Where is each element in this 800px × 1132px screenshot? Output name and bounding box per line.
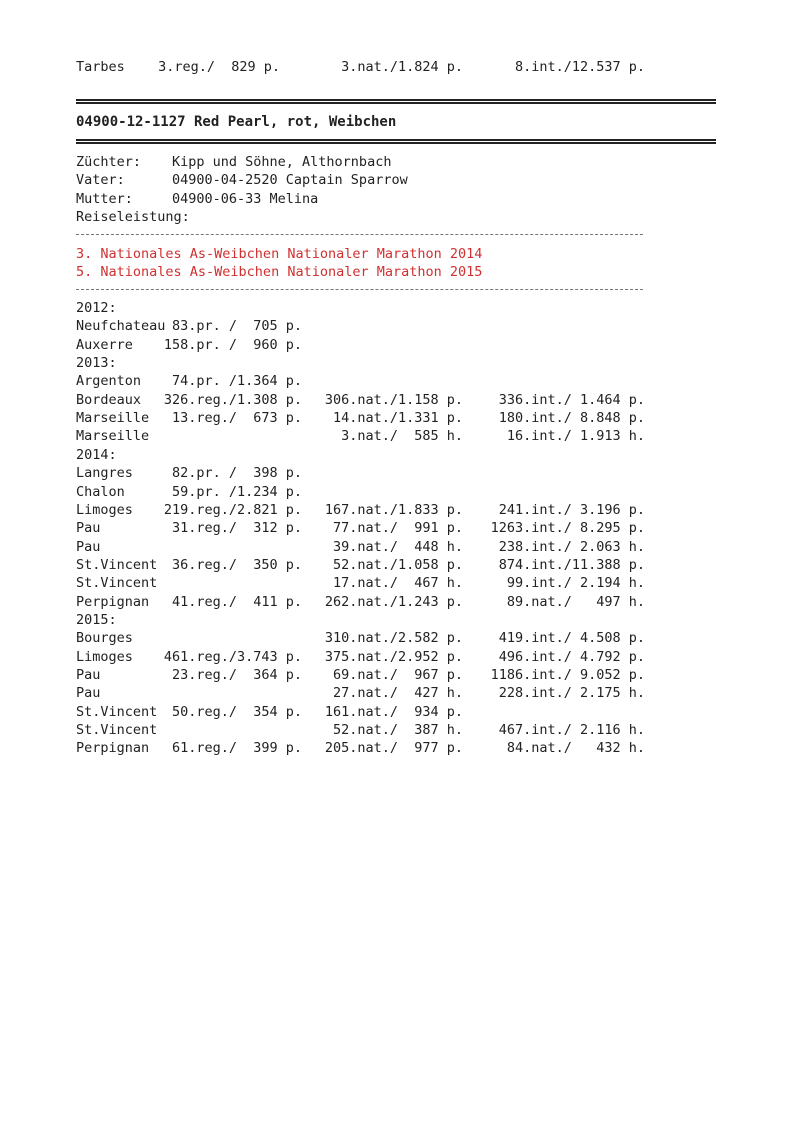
race-place: St.Vincent	[76, 557, 158, 573]
international-result: 1263.int./ 8.295 p.	[490, 520, 645, 536]
national-result: 17.nat./ 467 h.	[332, 575, 463, 591]
national-result: 375.nat./2.952 p.	[324, 649, 463, 665]
breeder-label: Züchter:	[76, 154, 142, 170]
national-result: 77.nat./ 991 p.	[332, 520, 463, 536]
race-place: Argenton	[76, 373, 142, 389]
father-label: Vater:	[76, 172, 125, 188]
year-heading: 2012:	[76, 300, 117, 316]
race-place: Pau	[76, 685, 101, 701]
regional-result: 23.reg./ 364 p.	[171, 667, 302, 683]
national-result: 52.nat./ 387 h.	[332, 722, 463, 738]
regional-result: 36.reg./ 350 p.	[171, 557, 302, 573]
race-place: Auxerre	[76, 337, 133, 353]
regional-result: 83.pr. / 705 p.	[171, 318, 302, 334]
race-place: Marseille	[76, 410, 150, 426]
international-result: 180.int./ 8.848 p.	[498, 410, 645, 426]
regional-result: 50.reg./ 354 p.	[171, 704, 302, 720]
international-result: 419.int./ 4.508 p.	[498, 630, 645, 646]
international-result: 336.int./ 1.464 p.	[498, 392, 645, 408]
race-place: St.Vincent	[76, 575, 158, 591]
double-divider-top	[76, 99, 716, 104]
race-place: Limoges	[76, 502, 133, 518]
international-result: 228.int./ 2.175 h.	[498, 685, 645, 701]
international-result: 84.nat./ 432 h.	[506, 740, 645, 756]
achievement-2: 5. Nationales As-Weibchen Nationaler Marathon 2015	[76, 264, 483, 280]
race-place: Chalon	[76, 484, 125, 500]
international-result: 874.int./11.388 p.	[498, 557, 645, 573]
race-place: Pau	[76, 520, 101, 536]
race-place: Pau	[76, 539, 101, 555]
dashed-divider-1	[76, 234, 643, 235]
regional-result: 31.reg./ 312 p.	[171, 520, 302, 536]
regional-result: 219.reg./2.821 p.	[163, 502, 302, 518]
mother-value: 04900-06-33 Melina	[172, 191, 319, 207]
race-place: Pau	[76, 667, 101, 683]
race-place: St.Vincent	[76, 704, 158, 720]
national-result: 27.nat./ 427 h.	[332, 685, 463, 701]
double-divider-bottom	[76, 139, 716, 144]
international-result: 241.int./ 3.196 p.	[498, 502, 645, 518]
regional-result: 41.reg./ 411 p.	[171, 594, 302, 610]
year-heading: 2015:	[76, 612, 117, 628]
race-place: Bordeaux	[76, 392, 142, 408]
race-place: Marseille	[76, 428, 150, 444]
race-place: Bourges	[76, 630, 133, 646]
dashed-divider-2	[76, 289, 643, 290]
international-result: 496.int./ 4.792 p.	[498, 649, 645, 665]
national-result: 52.nat./1.058 p.	[332, 557, 463, 573]
national-result: 161.nat./ 934 p.	[324, 704, 463, 720]
breeder-value: Kipp und Söhne, Althornbach	[172, 154, 392, 170]
national-result: 167.nat./1.833 p.	[324, 502, 463, 518]
regional-result: 61.reg./ 399 p.	[171, 740, 302, 756]
race-place: St.Vincent	[76, 722, 158, 738]
race-place: Limoges	[76, 649, 133, 665]
regional-result: 461.reg./3.743 p.	[163, 649, 302, 665]
race-place: Langres	[76, 465, 133, 481]
father-value: 04900-04-2520 Captain Sparrow	[172, 172, 408, 188]
top-row-regional: 3.reg./ 829 p.	[158, 59, 280, 75]
performance-label: Reiseleistung:	[76, 209, 190, 225]
race-place: Neufchateau	[76, 318, 166, 334]
regional-result: 158.pr. / 960 p.	[163, 337, 302, 353]
race-place: Perpignan	[76, 740, 150, 756]
international-result: 467.int./ 2.116 h.	[498, 722, 645, 738]
regional-result: 326.reg./1.308 p.	[163, 392, 302, 408]
mother-label: Mutter:	[76, 191, 133, 207]
international-result: 89.nat./ 497 h.	[506, 594, 645, 610]
international-result: 238.int./ 2.063 h.	[498, 539, 645, 555]
national-result: 39.nat./ 448 h.	[332, 539, 463, 555]
year-heading: 2014:	[76, 447, 117, 463]
regional-result: 82.pr. / 398 p.	[171, 465, 302, 481]
national-result: 306.nat./1.158 p.	[324, 392, 463, 408]
top-row-national: 3.nat./1.824 p.	[341, 59, 463, 75]
international-result: 16.int./ 1.913 h.	[506, 428, 645, 444]
international-result: 1186.int./ 9.052 p.	[490, 667, 645, 683]
national-result: 3.nat./ 585 h.	[341, 428, 463, 444]
top-row-international: 8.int./12.537 p.	[514, 59, 645, 75]
national-result: 205.nat./ 977 p.	[324, 740, 463, 756]
national-result: 310.nat./2.582 p.	[324, 630, 463, 646]
international-result: 99.int./ 2.194 h.	[506, 575, 645, 591]
national-result: 14.nat./1.331 p.	[332, 410, 463, 426]
achievement-1: 3. Nationales As-Weibchen Nationaler Marathon 2014	[76, 246, 483, 262]
year-heading: 2013:	[76, 355, 117, 371]
regional-result: 74.pr. /1.364 p.	[171, 373, 302, 389]
regional-result: 59.pr. /1.234 p.	[171, 484, 302, 500]
race-place: Perpignan	[76, 594, 150, 610]
top-row-place: Tarbes	[76, 59, 125, 75]
national-result: 262.nat./1.243 p.	[324, 594, 463, 610]
regional-result: 13.reg./ 673 p.	[171, 410, 302, 426]
pigeon-title: 04900-12-1127 Red Pearl, rot, Weibchen	[76, 114, 397, 130]
national-result: 69.nat./ 967 p.	[332, 667, 463, 683]
